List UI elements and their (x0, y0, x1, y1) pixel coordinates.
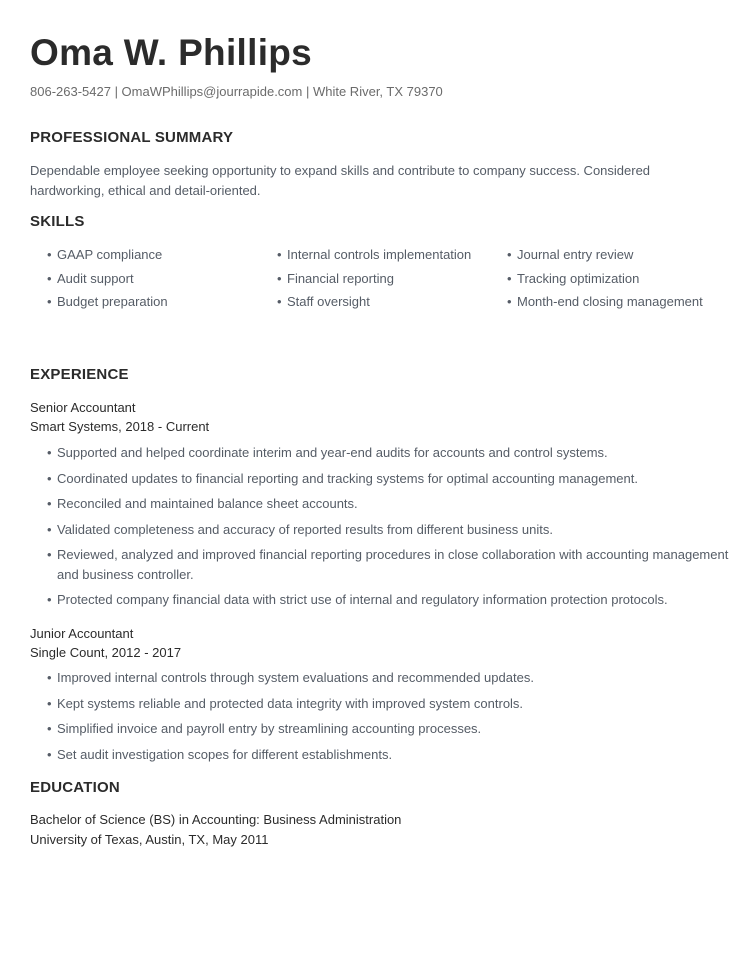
job-employer-dates: Smart Systems, 2018 - Current (30, 419, 210, 434)
job-bullet: • Coordinated updates to financial reporting and tracking systems for optimal accounting management. (30, 469, 730, 489)
skill-item: • Month-end closing management (490, 292, 720, 312)
job-bullet: • Set audit investigation scopes for different establishments. (30, 745, 730, 765)
education-school: University of Texas, Austin, TX, May 2011 (30, 832, 269, 847)
skills-list (30, 245, 730, 312)
skill-item: • Financial reporting (260, 269, 490, 289)
job-bullet: • Improved internal controls through system evaluations and recommended updates. (30, 668, 730, 688)
skills-heading: SKILLS (30, 213, 85, 230)
job-title: Senior Accountant (30, 400, 136, 415)
experience-heading: EXPERIENCE (30, 366, 129, 383)
skill-item: • Internal controls implementation (260, 245, 490, 265)
summary-heading: PROFESSIONAL SUMMARY (30, 129, 234, 146)
candidate-name: Oma W. Phillips (30, 32, 313, 73)
skill-item: • Audit support (30, 269, 260, 289)
skill-item: • GAAP compliance (30, 245, 260, 265)
job-bullet: • Reconciled and maintained balance sheet accounts. (30, 494, 730, 514)
job-bullet: • Validated completeness and accuracy of reported results from different business units. (30, 520, 730, 540)
skill-item: • Journal entry review (490, 245, 720, 265)
summary-text: Dependable employee seeking opportunity to expand skills and contribute to company success. Considered hardworking, ethical and detail-oriented. (30, 163, 651, 198)
job-title: Junior Accountant (30, 626, 134, 641)
skill-item: • Staff oversight (260, 292, 490, 312)
education-degree: Bachelor of Science (BS) in Accounting: Business Administration (30, 812, 402, 827)
job-bullet: • Reviewed, analyzed and improved financial reporting procedures in close collaboration with accounting management and business controller. (30, 545, 730, 584)
education-heading: EDUCATION (30, 779, 120, 796)
job-bullet-list (30, 668, 730, 770)
skill-item: • Tracking optimization (490, 269, 720, 289)
job-employer-dates: Single Count, 2012 - 2017 (30, 645, 182, 660)
job-bullet: • Simplified invoice and payroll entry by streamlining accounting processes. (30, 719, 730, 739)
contact-line: 806-263-5427 | OmaWPhillips@jourrapide.com | White River, TX 79370 (30, 84, 443, 99)
job-bullet: • Kept systems reliable and protected data integrity with improved system controls. (30, 694, 730, 714)
job-bullet-list (30, 443, 730, 616)
job-bullet: • Supported and helped coordinate interim and year-end audits for accounts and control systems. (30, 443, 730, 463)
job-bullet: • Protected company financial data with strict use of internal and regulatory information protection protocols. (30, 590, 730, 610)
skill-item: • Budget preparation (30, 292, 260, 312)
